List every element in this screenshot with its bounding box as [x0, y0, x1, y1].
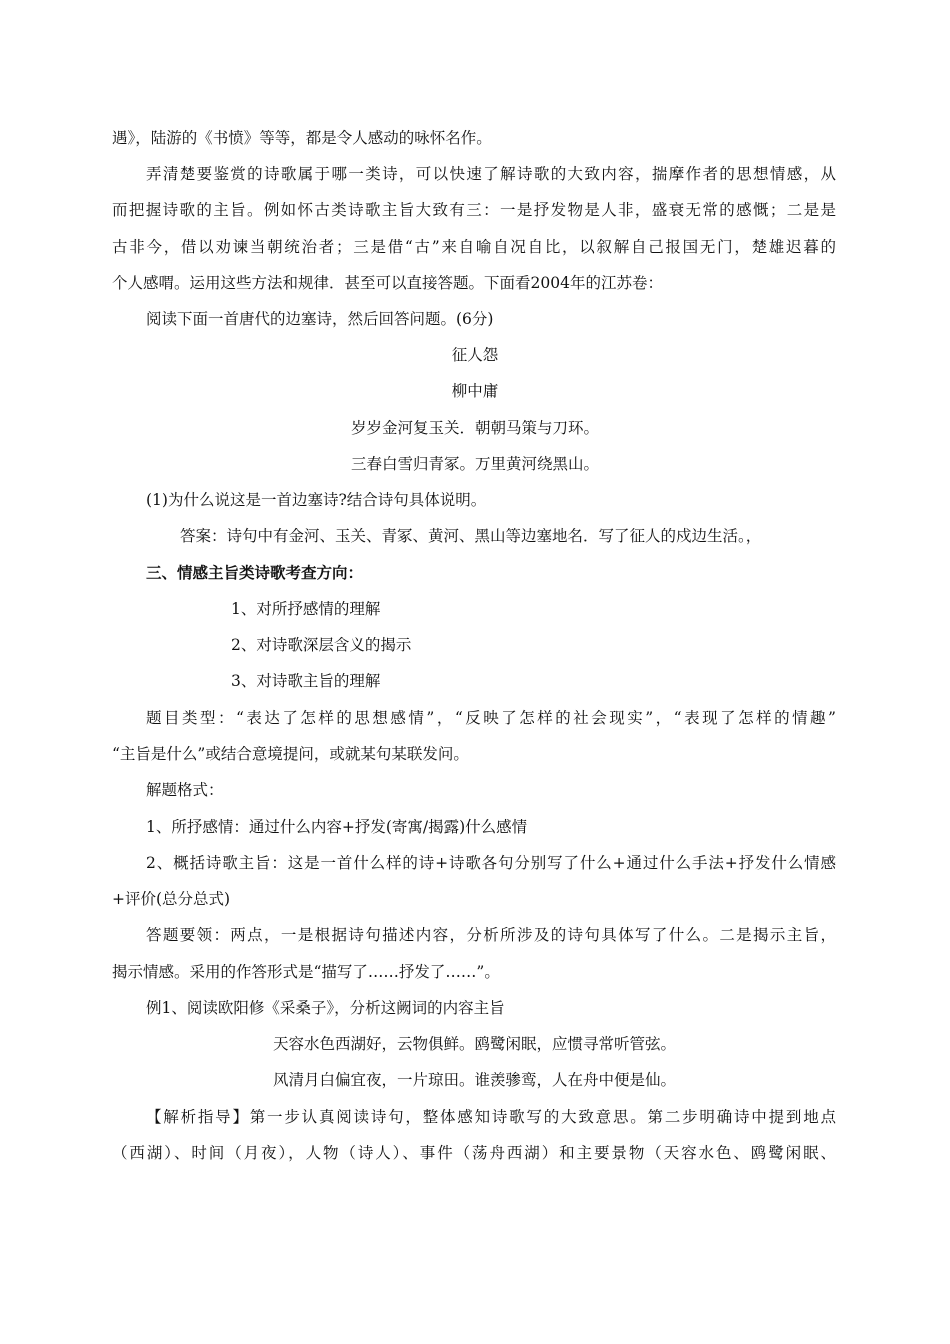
paragraph-line: 答题要领：两点，一是根据诗句描述内容，分析所涉及的诗句具体写了什么。二是揭示主旨，: [146, 926, 836, 944]
poem-author: 柳中庸: [451, 382, 499, 400]
paragraph-line: 个人感喟。运用这些方法和规律．甚至可以直接答题。下面看2004年的江苏卷：: [112, 274, 663, 292]
paragraph-line: “主旨是什么”或结合意境提问，或就某句某联发问。: [112, 745, 469, 763]
example-intro: 例1、阅读欧阳修《采桑子》，分析这阙词的内容主旨: [146, 999, 505, 1017]
paragraph-line: （西湖）、时间（月夜），人物（诗人）、事件（荡舟西湖）和主要景物（天容水色、鸥鹭闲眠、: [112, 1144, 836, 1162]
paragraph-line: 古非今，借以劝谏当朝统治者；三是借“古”来自喻自况自比，以叙解自己报国无门，楚雄迟暮的: [112, 238, 836, 256]
list-item: 1、对所抒感情的理解: [231, 600, 381, 618]
poem-title: 征人怨: [451, 346, 499, 364]
question-intro: 阅读下面一首唐代的边塞诗，然后回答问题。(6分): [146, 310, 494, 328]
paragraph-line: 遇》，陆游的《书愤》等等，都是令人感动的咏怀名作。: [112, 129, 492, 147]
paragraph-line: +评价(总分总式): [112, 890, 231, 908]
poem-line: 三春白雪归青冢。万里黄河绕黑山。: [350, 455, 599, 473]
paragraph-line: 1、所抒感情：通过什么内容+抒发(寄寓/揭露)什么感情: [146, 818, 528, 836]
section-heading: 三、情感主旨类诗歌考查方向：: [146, 564, 364, 582]
poem-line: 风清月白偏宜夜，一片琼田。谁羡骖鸾，人在舟中便是仙。: [273, 1071, 677, 1089]
poem-line: 天容水色西湖好，云物俱鲜。鸥鹭闲眠，应惯寻常听管弦。: [273, 1035, 677, 1053]
poem-line: 岁岁金河复玉关．朝朝马策与刀环。: [350, 419, 599, 437]
paragraph-line: 揭示情感。采用的作答形式是“描写了……抒发了……”。: [112, 963, 500, 981]
paragraph-line: 解题格式：: [146, 781, 224, 799]
list-item: 3、对诗歌主旨的理解: [231, 672, 381, 690]
paragraph-line: 【解析指导】第一步认真阅读诗句，整体感知诗歌写的大致意思。第二步明确诗中提到地点: [146, 1108, 836, 1126]
question-line: (1)为什么说这是一首边塞诗?结合诗句具体说明。: [146, 491, 487, 509]
paragraph-line: 2、概括诗歌主旨：这是一首什么样的诗+诗歌各句分别写了什么+通过什么手法+抒发什么情感: [146, 854, 836, 872]
paragraph-line: 题目类型：“表达了怎样的思想感情”，“反映了怎样的社会现实”，“表现了怎样的情趣”: [146, 709, 836, 727]
answer-line: 答案：诗句中有金河、玉关、青冢、黄河、黑山等边塞地名．写了征人的戍边生活。，: [180, 527, 762, 545]
paragraph-line: 弄清楚要鉴赏的诗歌属于哪一类诗，可以快速了解诗歌的大致内容，揣摩作者的思想情感，从: [146, 165, 836, 183]
paragraph-line: 而把握诗歌的主旨。例如怀古类诗歌主旨大致有三：一是抒发物是人非，盛衰无常的感慨；二是是: [112, 201, 836, 219]
list-item: 2、对诗歌深层含义的揭示: [231, 636, 412, 654]
